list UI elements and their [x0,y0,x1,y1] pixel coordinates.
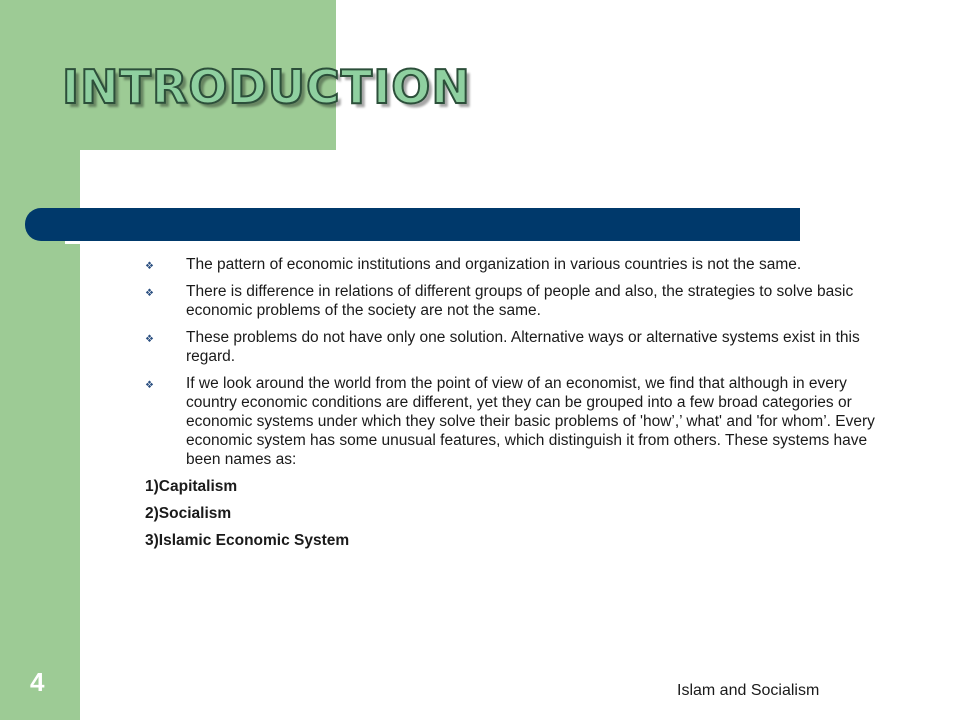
bullet-item [145,374,885,469]
diamond-bullet-icon: ❖ [145,261,154,272]
slide-number: 4 [30,667,45,697]
footer-text: Islam and Socialism [677,682,820,699]
bullet-list [145,255,885,469]
bullet-item [145,255,885,274]
bullet-text: The pattern of economic institutions and organization in various countries is not the same. [186,256,802,273]
diamond-bullet-icon: ❖ [145,334,154,345]
system-item-capitalism: 1)Capitalism [145,478,238,495]
diamond-bullet-icon: ❖ [145,288,154,299]
title-underline-bar [25,208,800,241]
system-item-islamic: 3)Islamic Economic System [145,532,350,549]
bullet-item [145,328,885,366]
slide-content [145,255,885,558]
diamond-bullet-icon: ❖ [145,380,154,391]
bullet-text: If we look around the world from the point of view of an economist, we find that although in every country economic conditions are different, yet they can be grouped into a few broad categories or economic systems under which they solve their basic problems of 'how’,’ what' and 'for whom’. Every economic system has some unusual features, which distinguish it from others. These systems have been names as: [186,375,875,468]
bullet-item [145,282,885,320]
system-item-socialism: 2)Socialism [145,505,232,522]
systems-list [145,477,885,550]
title-bar-notch [65,241,800,244]
bullet-text: There is difference in relations of different groups of people and also, the strategies to solve basic economic problems of the society are not the same. [186,283,854,319]
slide-title: INTRODUCTION [62,60,471,114]
bullet-text: These problems do not have only one solution. Alternative ways or alternative systems exist in this regard. [186,329,860,365]
